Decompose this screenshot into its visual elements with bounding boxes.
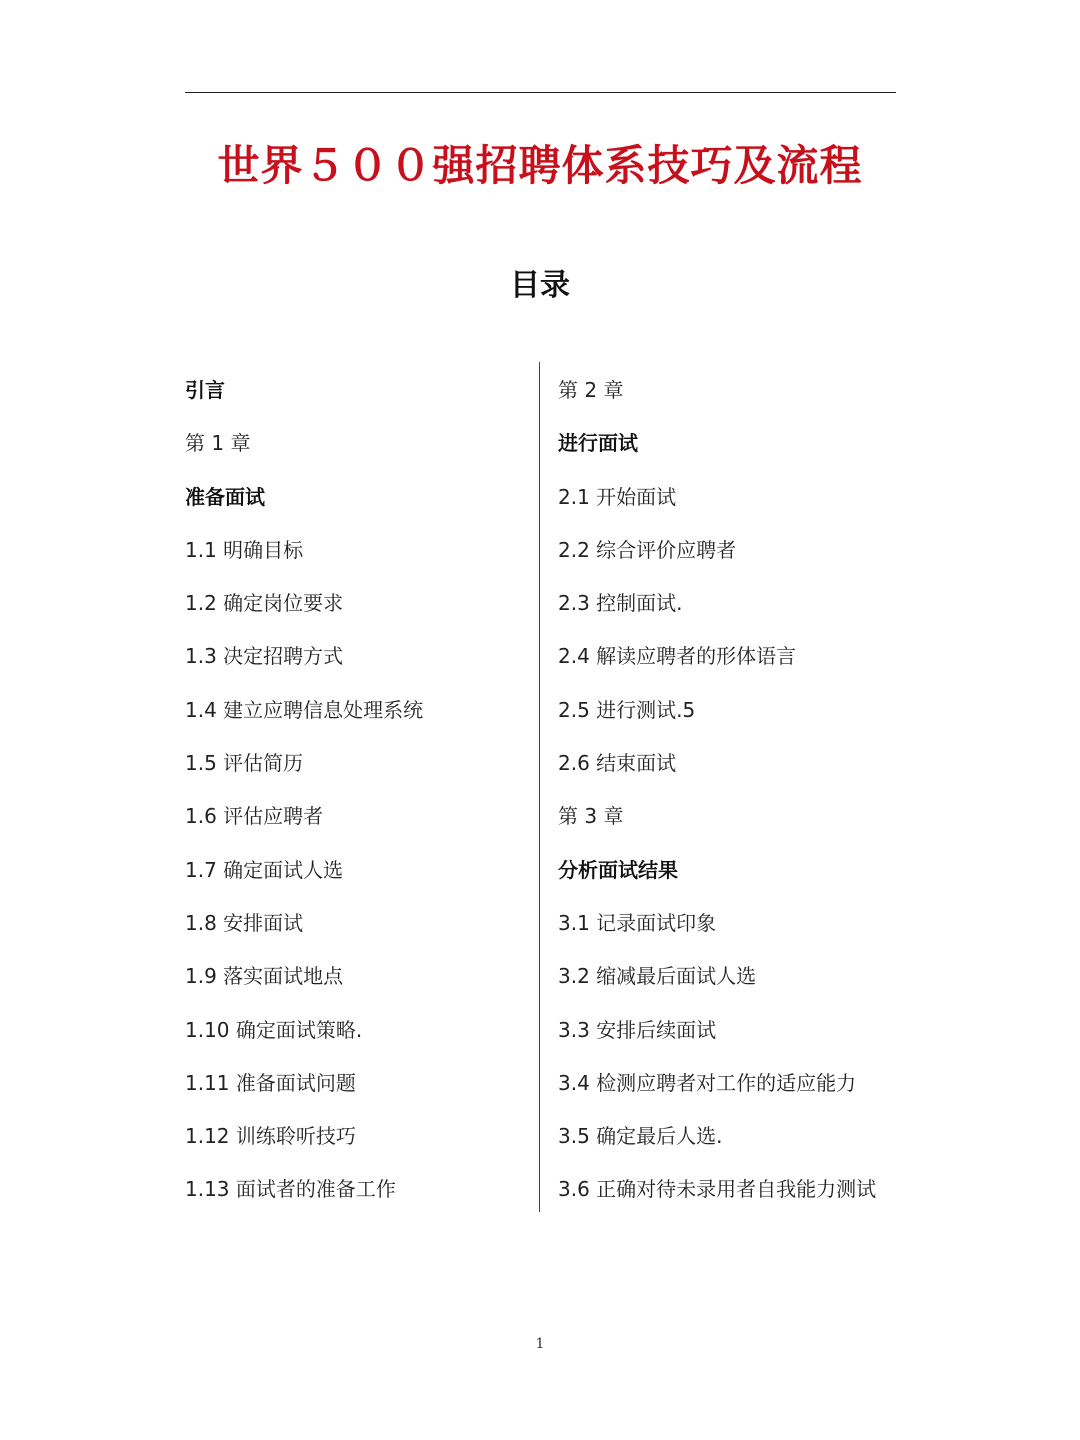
toc-entry[interactable]: 1.4 建立应聘信息处理系统 (185, 697, 424, 722)
toc-entry[interactable]: 1.13 面试者的准备工作 (185, 1177, 396, 1202)
toc-left-column (185, 364, 545, 1217)
toc-entry[interactable]: 2.6 结束面试 (558, 751, 677, 776)
toc-entry[interactable]: 3.1 记录面试印象 (558, 910, 717, 935)
toc-entry[interactable]: 进行面试 (558, 431, 638, 456)
toc-entry[interactable]: 1.8 安排面试 (185, 910, 304, 935)
toc-entry[interactable]: 2.1 开始面试 (558, 484, 677, 509)
toc-entry[interactable]: 3.3 安排后续面试 (558, 1017, 717, 1042)
toc-entry[interactable]: 3.2 缩减最后面试人选 (558, 964, 757, 989)
toc-entry[interactable]: 3.4 检测应聘者对工作的适应能力 (558, 1070, 857, 1095)
toc-entry[interactable]: 2.3 控制面试. (558, 591, 683, 616)
toc-entry[interactable]: 准备面试 (185, 484, 265, 509)
toc-entry[interactable]: 第 1 章 (185, 431, 251, 456)
toc-entry[interactable]: 1.9 落实面试地点 (185, 964, 344, 989)
header-rule (185, 92, 896, 93)
page-number: 1 (535, 1336, 545, 1352)
toc-entry[interactable]: 2.5 进行测试.5 (558, 697, 696, 722)
toc-entry[interactable]: 第 3 章 (558, 804, 624, 829)
toc-heading: 目录 (510, 268, 570, 303)
toc-entry[interactable]: 第 2 章 (558, 378, 624, 402)
toc-entry[interactable]: 1.6 评估应聘者 (185, 804, 324, 829)
toc-entry[interactable]: 1.7 确定面试人选 (185, 857, 344, 882)
toc-right-column (558, 364, 898, 1217)
toc-entry[interactable]: 3.6 正确对待未录用者自我能力测试 (558, 1177, 877, 1202)
toc-entry[interactable]: 1.12 训练聆听技巧 (185, 1124, 356, 1149)
toc-entry[interactable]: 1.2 确定岗位要求 (185, 591, 344, 616)
toc-entry[interactable]: 1.11 准备面试问题 (185, 1070, 356, 1095)
column-divider (539, 362, 540, 1212)
toc-entry[interactable]: 1.5 评估简历 (185, 751, 304, 776)
toc-entry[interactable]: 1.10 确定面试策略. (185, 1017, 363, 1042)
toc-entry[interactable]: 2.4 解读应聘者的形体语言 (558, 644, 797, 669)
document-title: 世界５００强招聘体系技巧及流程 (217, 141, 863, 190)
toc-entry[interactable]: 3.5 确定最后人选. (558, 1124, 723, 1149)
toc-entry[interactable]: 2.2 综合评价应聘者 (558, 537, 737, 562)
toc-entry[interactable]: 1.3 决定招聘方式 (185, 644, 344, 669)
toc-entry[interactable]: 分析面试结果 (558, 857, 678, 882)
toc-entry[interactable]: 引言 (185, 378, 225, 402)
toc-entry[interactable]: 1.1 明确目标 (185, 537, 304, 562)
